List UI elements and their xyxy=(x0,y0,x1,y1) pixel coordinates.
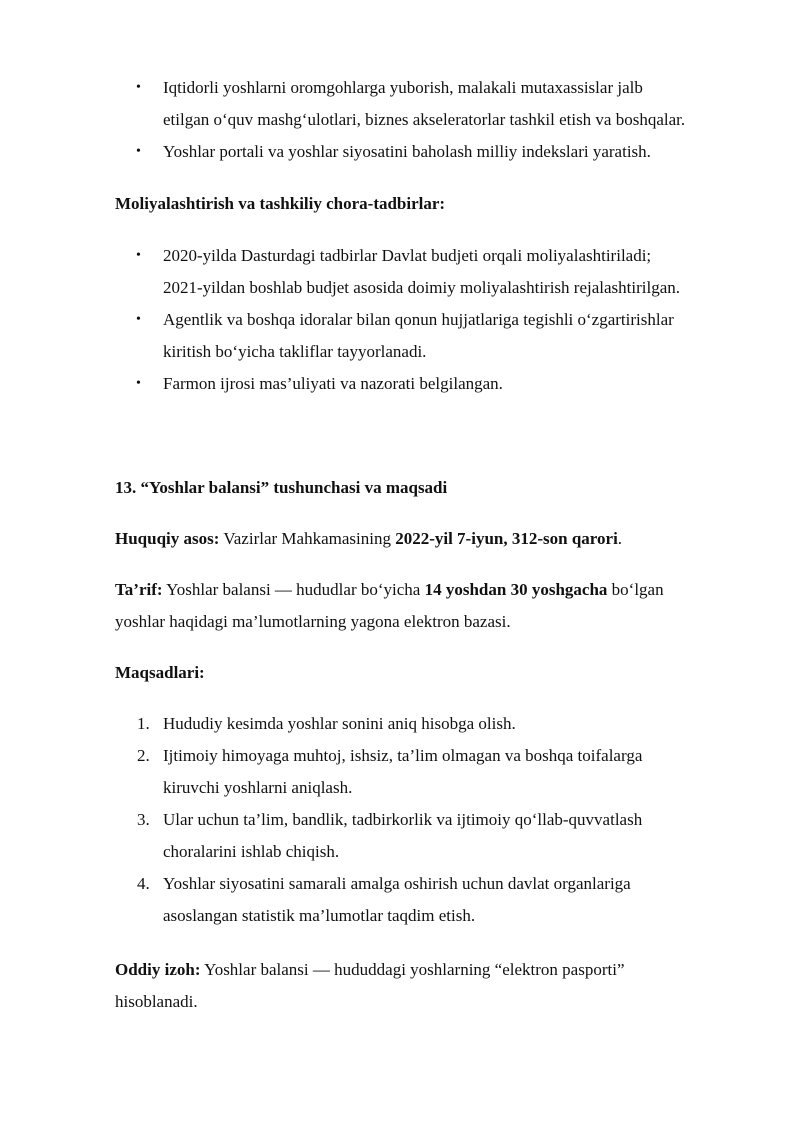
goals-heading: Maqsadlari: xyxy=(115,663,205,682)
list-number: 1. xyxy=(137,714,150,733)
definition-line: yoshlar haqidagi ma’lumotlarning yagona elektron bazasi. xyxy=(115,612,511,631)
intro-bullet-list xyxy=(115,72,750,168)
list-item xyxy=(115,868,750,932)
bullet-icon: • xyxy=(136,248,141,263)
list-item-line: Ular uchun ta’lim, bandlik, tadbirkorlik va ijtimoiy qo‘llab-quvvatlash xyxy=(163,810,643,829)
list-item-line: Ijtimoiy himoyaga muhtoj, ishsiz, ta’lim olmagan va boshqa toifalarga xyxy=(163,746,643,765)
list-item-line: Agentlik va boshqa idoralar bilan qonun hujjatlariga tegishli o‘zgartirishlar xyxy=(163,310,674,329)
list-item xyxy=(115,304,750,368)
bullet-icon: • xyxy=(136,312,141,327)
list-item-line: 2020-yilda Dasturdagi tadbirlar Davlat budjeti orqali moliyalashtiriladi; xyxy=(163,246,652,265)
legal-basis-label: Huquqiy asos: xyxy=(115,529,220,548)
definition-line xyxy=(115,574,750,606)
definition-text: Yoshlar balansi — hududlar bo‘yicha xyxy=(162,580,425,599)
funding-bullet-list xyxy=(115,240,750,400)
note-line: hisoblanadi. xyxy=(115,992,198,1011)
definition-age-range: 14 yoshdan 30 yoshgacha xyxy=(424,580,608,599)
list-item-line: kiruvchi yoshlarni aniqlash. xyxy=(163,778,353,797)
list-number: 2. xyxy=(137,746,150,765)
list-item-line: Yoshlar portali va yoshlar siyosatini baholash milliy indekslari yaratish. xyxy=(163,142,651,161)
list-item xyxy=(115,136,750,168)
section-title: 13. “Yoshlar balansi” tushunchasi va maqsadi xyxy=(115,478,448,497)
list-item xyxy=(115,804,750,868)
list-item xyxy=(115,72,750,136)
note-text: Yoshlar balansi — hududdagi yoshlarning “elektron pasporti” xyxy=(200,960,625,979)
funding-heading: Moliyalashtirish va tashkiliy chora-tadbirlar: xyxy=(115,194,446,213)
list-item xyxy=(115,368,750,400)
list-item-line: etilgan o‘quv mashg‘ulotlari, biznes akseleratorlar tashkil etish va boshqalar. xyxy=(163,110,686,129)
legal-basis-decree: 2022-yil 7-iyun, 312-son qarori xyxy=(395,529,618,548)
note-label: Oddiy izoh: xyxy=(115,960,201,979)
definition-paragraph xyxy=(115,574,750,638)
list-number: 3. xyxy=(137,810,150,829)
list-number: 4. xyxy=(137,874,150,893)
definition-label: Ta’rif: xyxy=(115,580,163,599)
bullet-icon: • xyxy=(136,80,141,95)
list-item-line: choralarini ishlab chiqish. xyxy=(163,842,340,861)
list-item-line: Iqtidorli yoshlarni oromgohlarga yuborish, malakali mutaxassislar jalb xyxy=(163,78,643,97)
list-item-line: kiritish bo‘yicha takliflar tayyorlanadi. xyxy=(163,342,427,361)
list-item-line: Hududiy kesimda yoshlar sonini aniq hisobga olish. xyxy=(163,714,516,733)
bullet-icon: • xyxy=(136,376,141,391)
list-item-line: 2021-yildan boshlab budjet asosida doimiy moliyalashtirish rejalashtirilgan. xyxy=(163,278,680,297)
legal-basis-paragraph xyxy=(115,523,750,555)
bullet-icon: • xyxy=(136,144,141,159)
list-item xyxy=(115,708,750,740)
definition-text-end: bo‘lgan xyxy=(607,580,664,599)
list-item-line: Yoshlar siyosatini samarali amalga oshirish uchun davlat organlariga xyxy=(163,874,631,893)
note-line xyxy=(115,954,750,986)
legal-basis-text: Vazirlar Mahkamasining xyxy=(219,529,396,548)
list-item xyxy=(115,240,750,304)
list-item-line: asoslangan statistik ma’lumotlar taqdim etish. xyxy=(163,906,476,925)
list-item-line: Farmon ijrosi mas’uliyati va nazorati belgilangan. xyxy=(163,374,503,393)
goals-numbered-list xyxy=(115,708,750,932)
note-paragraph xyxy=(115,954,750,1018)
list-item xyxy=(115,740,750,804)
legal-basis-end: . xyxy=(617,529,623,548)
